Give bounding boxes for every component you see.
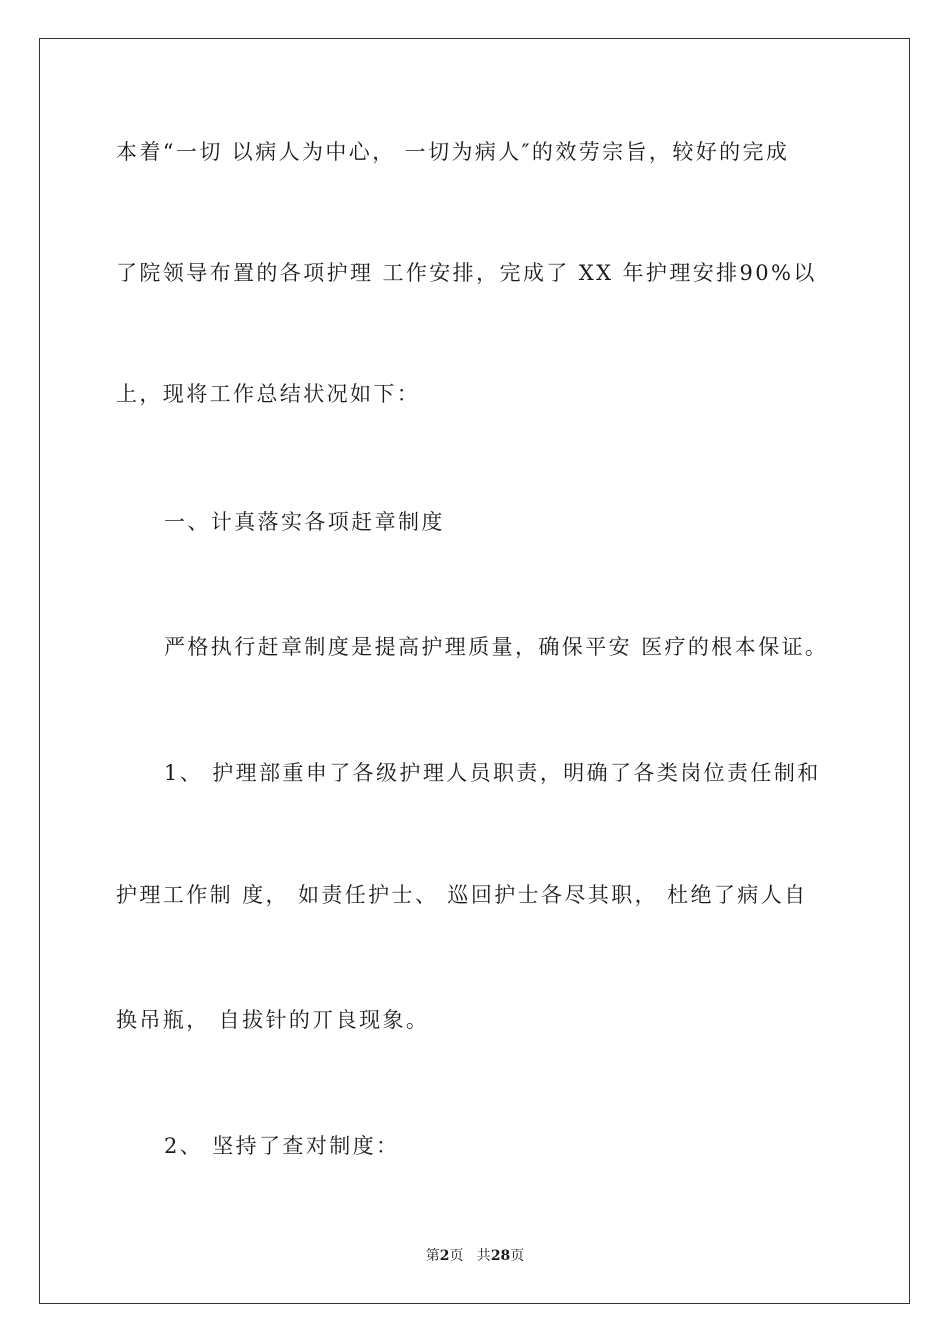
paragraph-line: 护理工作制 度， 如责任护士、 巡回护士各尽其职， 杜绝了病人自 — [116, 883, 808, 907]
paragraph-line: 本着“一切 以病人为中心， 一切为病人″的效劳宗旨，较好的完成 — [116, 140, 790, 164]
page-prefix: 第 — [425, 1248, 440, 1264]
paragraph-line: 上，现将工作总结状况如下： — [116, 382, 421, 406]
page-footer — [0, 1246, 950, 1266]
page-border — [39, 38, 910, 1304]
page-middle: 页 共 — [449, 1248, 491, 1264]
list-item-line: 1、 护理部重申了各级护理人员职责，明确了各类岗位责任制和 — [164, 761, 821, 785]
list-item-line: 2、 坚持了查对制度： — [164, 1134, 400, 1158]
paragraph-line: 换吊瓶， 自拔针的丌良现象。 — [116, 1008, 430, 1032]
page-total: 28 — [490, 1248, 511, 1264]
paragraph-line: 了院领导布置的各项护理 工作安排，完成了 XX 年护理安排90%以 — [116, 261, 817, 285]
section-heading: 一、计真落实各项赶章制度 — [164, 510, 445, 534]
paragraph-line: 严格执行赶章制度是提高护理质量，确保平安 医疗的根本保证。 — [164, 635, 829, 659]
page-suffix: 页 — [510, 1248, 525, 1264]
page-current: 2 — [439, 1248, 450, 1264]
